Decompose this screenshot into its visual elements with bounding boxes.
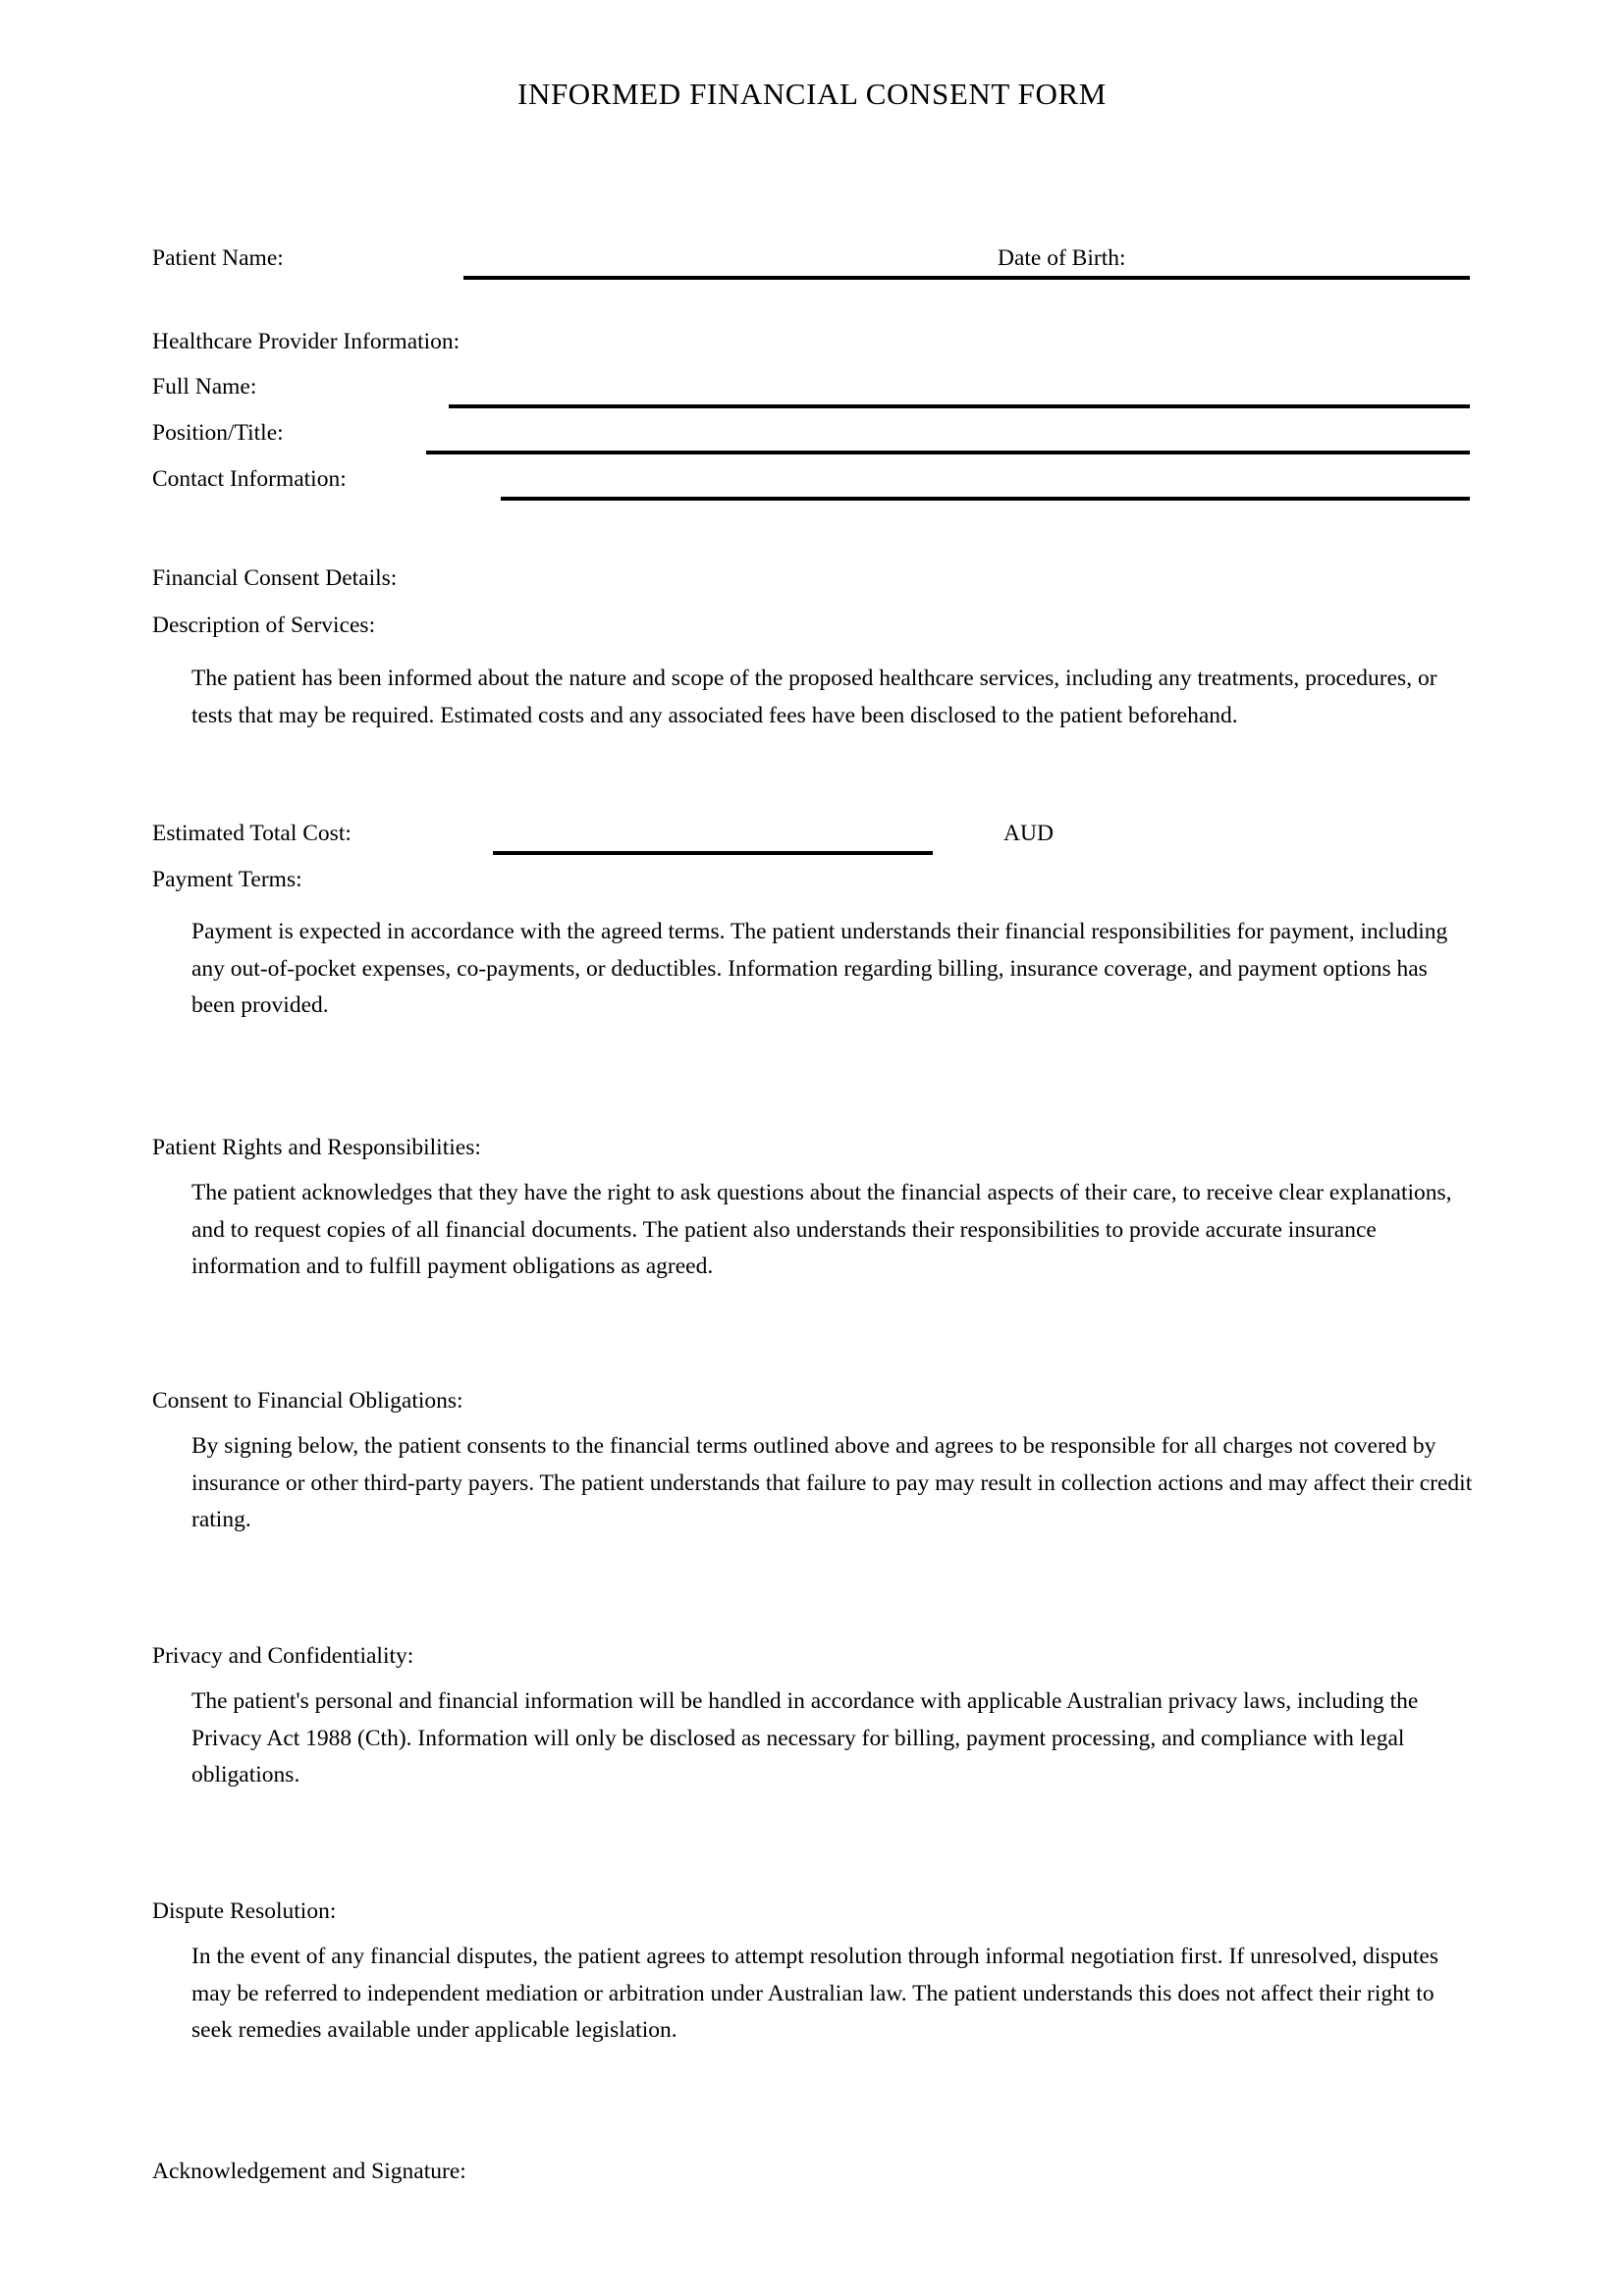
provider-position-title-label: Position/Title:	[152, 420, 284, 446]
clause-heading-patient-rights: Patient Rights and Responsibilities:	[152, 1135, 481, 1160]
clause-heading-dispute-resolution: Dispute Resolution:	[152, 1898, 337, 1924]
clause-body-patient-rights: The patient acknowledges that they have the right to ask questions about the financial aspects of their care, to receive clear explanations, and to request copies of all financial documents. The patient also understands their responsibilities to provide accurate insurance information and to fulfill payment obligations as agreed.	[191, 1180, 1452, 1279]
provider-full-name-input[interactable]	[449, 404, 1470, 408]
clause-body-dispute-resolution: In the event of any financial disputes, the patient agrees to attempt resolution through informal negotiation first. If unresolved, disputes may be referred to independent mediation or arbitration under Australian law. The patient understands this does not affect their right to seek remedies available under applicable legislation.	[191, 1944, 1438, 2043]
clause-heading-privacy-and-confidentiality: Privacy and Confidentiality:	[152, 1643, 414, 1669]
signature-section-heading: Acknowledgement and Signature:	[152, 2159, 466, 2184]
provider-contact-information-label: Contact Information:	[152, 466, 347, 492]
description-of-services-body: The patient has been informed about the nature and scope of the proposed healthcare services, including any treatments, procedures, or tests that may be required. Estimated costs and any associated fees have been disclosed to the patient beforehand.	[191, 666, 1437, 728]
patient-name-and-dob-input[interactable]	[463, 276, 1470, 280]
description-of-services-label: Description of Services:	[152, 613, 376, 638]
clause-body-privacy-and-confidentiality: The patient's personal and financial information will be handled in accordance with applicable Australian privacy laws, including the Privacy Act 1988 (Cth). Information will only be disclosed as necessary for billing, payment processing, and compliance with legal obligations.	[191, 1688, 1419, 1788]
provider-full-name-label: Full Name:	[152, 374, 257, 400]
estimated-total-cost-label: Estimated Total Cost:	[152, 821, 352, 846]
patient-name-label: Patient Name:	[152, 245, 284, 271]
clause-body-consent-to-financial-obligations: By signing below, the patient consents to the financial terms outlined above and agrees to be responsible for all charges not covered by insurance or other third-party payers. The patient understands that failure to pay may result in collection actions and may affect their credit rating.	[191, 1433, 1473, 1532]
provider-section-heading: Healthcare Provider Information:	[152, 329, 460, 354]
financial-section-heading: Financial Consent Details:	[152, 565, 398, 591]
provider-position-title-input[interactable]	[426, 451, 1470, 454]
date-of-birth-label: Date of Birth:	[998, 245, 1126, 271]
currency-label: AUD	[1003, 821, 1054, 846]
provider-contact-information-input[interactable]	[501, 497, 1470, 501]
payment-terms-label: Payment Terms:	[152, 867, 302, 892]
estimated-total-cost-input[interactable]	[493, 851, 933, 855]
clause-heading-consent-to-financial-obligations: Consent to Financial Obligations:	[152, 1388, 463, 1414]
payment-terms-body: Payment is expected in accordance with the agreed terms. The patient understands their financial responsibilities for payment, including any out-of-pocket expenses, co-payments, or deductibles. Information regarding billing, insurance coverage, and payment options has been provided.	[191, 919, 1448, 1018]
page-title: INFORMED FINANCIAL CONSENT FORM	[517, 77, 1107, 111]
